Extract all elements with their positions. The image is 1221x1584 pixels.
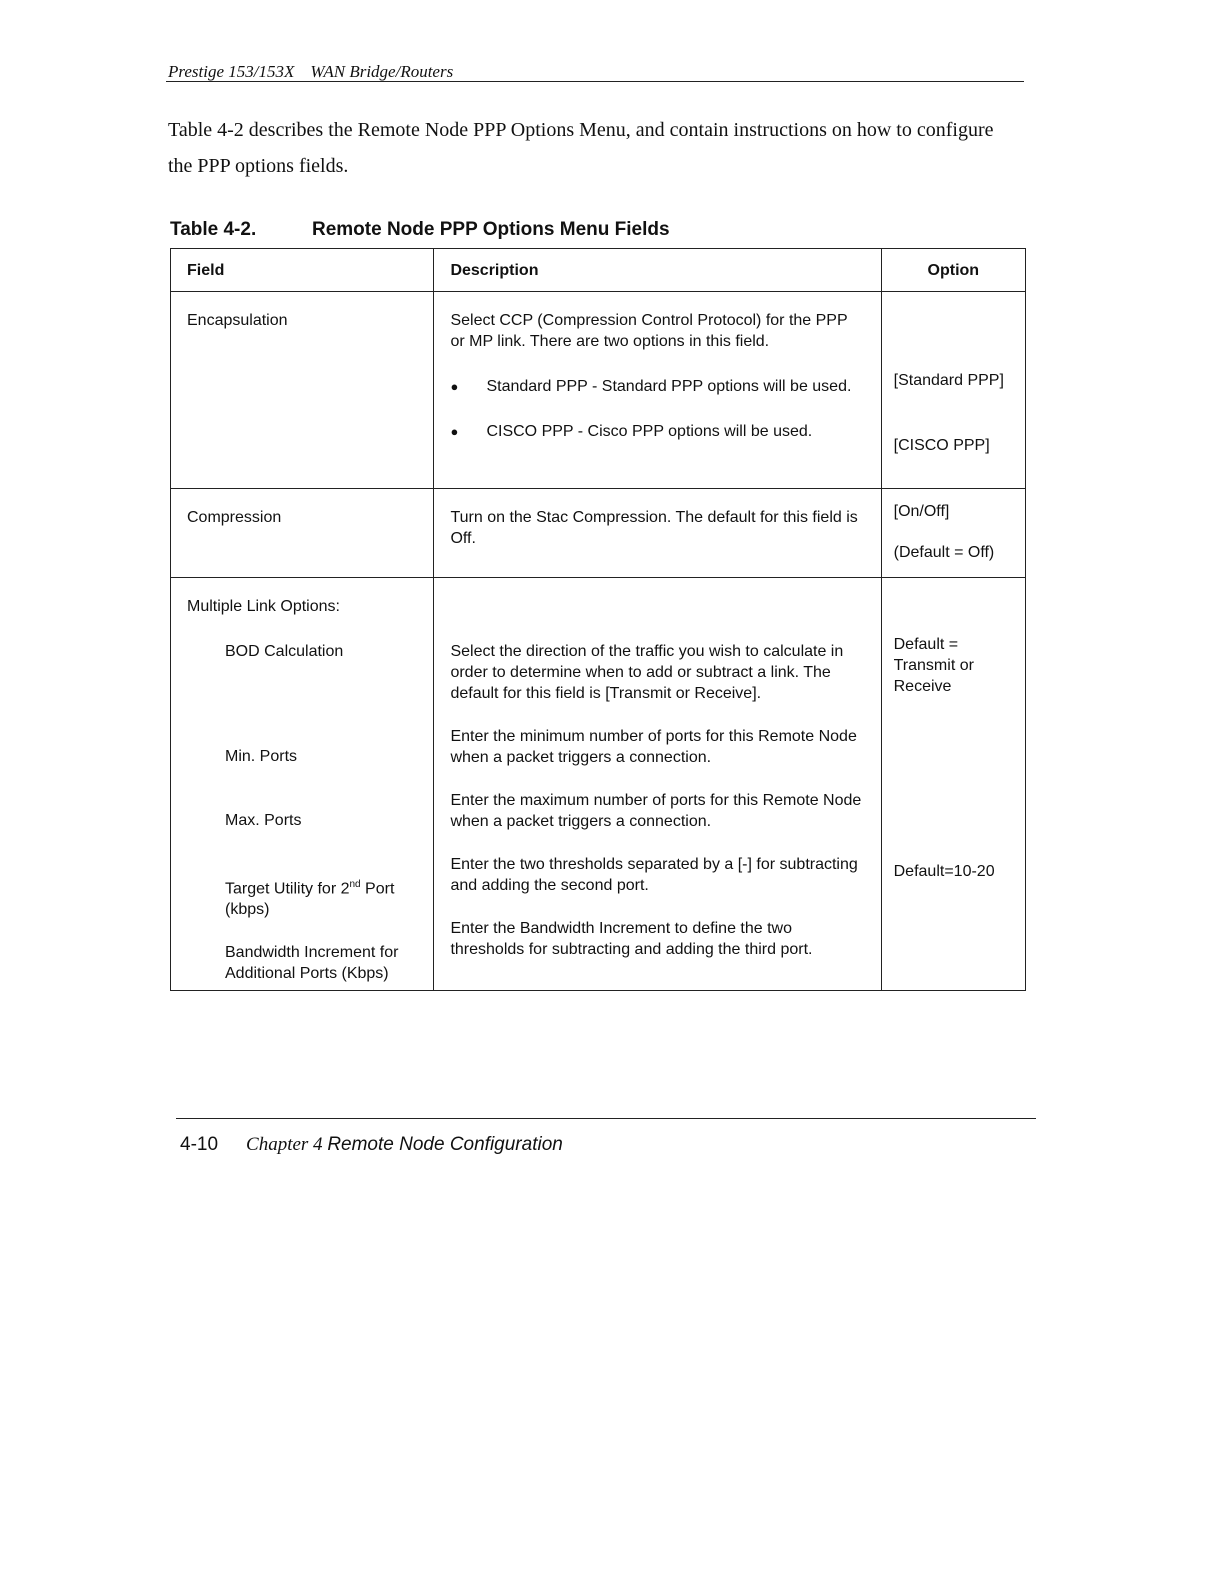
compression-field: Compression xyxy=(171,489,434,578)
compression-option xyxy=(881,489,1025,578)
intro-paragraph: Table 4-2 describes the Remote Node PPP Options Menu, and contain instructions on how to configure the PPP options fields. xyxy=(168,119,994,177)
option-cisco-ppp: [CISCO PPP] xyxy=(893,437,990,454)
target-field-sup: nd xyxy=(349,879,361,890)
caption-number: Table 4-2. xyxy=(170,219,257,240)
footer-title: Remote Node Configuration xyxy=(327,1134,563,1155)
target-utility-option: Default=10-20 xyxy=(893,863,995,880)
bandwidth-increment-desc: Enter the Bandwidth Increment to define the two thresholds for subtracting and adding the third port. xyxy=(450,920,813,958)
table-caption xyxy=(170,219,670,241)
multilink-option xyxy=(881,578,1025,991)
running-header xyxy=(168,62,469,82)
option-default-off: (Default = Off) xyxy=(893,544,995,561)
bandwidth-increment-field: Bandwidth Increment for Additional Ports (Kbps) xyxy=(225,944,399,983)
bod-calculation-desc: Select the direction of the traffic you wish to calculate in order to determine when to add or subtract a link. The default for this field is [Transmit or Receive]. xyxy=(450,643,844,702)
footer-rule xyxy=(176,1118,1036,1119)
table-header-row xyxy=(171,249,1026,292)
bullet-cisco-ppp: ● CISCO PPP - Cisco PPP options will be used. xyxy=(450,421,864,442)
encapsulation-description xyxy=(434,292,881,489)
header-product: Prestige 153/153X xyxy=(168,62,295,81)
encapsulation-field: Encapsulation xyxy=(171,292,434,489)
target-field-text-b: Port (kbps) xyxy=(225,880,395,919)
table-row xyxy=(171,578,1026,991)
header-subtitle: WAN Bridge/Routers xyxy=(310,62,454,81)
target-field-text-a: Target Utility for 2 xyxy=(225,880,350,898)
target-utility-field xyxy=(187,874,417,920)
caption-title: Remote Node PPP Options Menu Fields xyxy=(312,219,670,240)
option-on-off: [On/Off] xyxy=(893,503,950,520)
max-ports-field: Max. Ports xyxy=(225,812,302,829)
footer-chapter: Chapter 4 xyxy=(246,1134,323,1155)
bod-option-line-3: Receive xyxy=(893,678,952,695)
page-footer xyxy=(180,1134,563,1156)
min-ports-field: Min. Ports xyxy=(225,748,298,765)
header-rule xyxy=(166,81,1024,82)
multilink-label: Multiple Link Options: xyxy=(187,598,340,615)
encapsulation-desc-text: Select CCP (Compression Control Protocol) for the PPP or MP link. There are two options in this field. xyxy=(450,312,848,350)
bod-option-line-2: Transmit or xyxy=(893,657,974,674)
table-row xyxy=(171,489,1026,578)
bod-calculation-field: BOD Calculation xyxy=(225,643,344,660)
header-field: Field xyxy=(171,249,434,292)
max-ports-desc: Enter the maximum number of ports for this Remote Node when a packet triggers a connection. xyxy=(450,792,862,830)
min-ports-desc: Enter the minimum number of ports for this Remote Node when a packet triggers a connection. xyxy=(450,728,857,766)
multilink-field xyxy=(171,578,434,991)
bullet-standard-ppp: ● Standard PPP - Standard PPP options will be used. xyxy=(450,376,864,397)
option-standard-ppp: [Standard PPP] xyxy=(893,372,1004,389)
bod-option-line-1: Default = xyxy=(893,636,959,653)
multilink-description xyxy=(434,578,881,991)
compression-description: Turn on the Stac Compression. The default for this field is Off. xyxy=(434,489,881,578)
encapsulation-option xyxy=(881,292,1025,489)
ppp-options-table xyxy=(170,248,1026,991)
header-description: Description xyxy=(434,249,881,292)
table-row xyxy=(171,292,1026,489)
page-number: 4-10 xyxy=(180,1134,219,1155)
header-option: Option xyxy=(881,249,1025,292)
target-utility-desc: Enter the two thresholds separated by a [-] for subtracting and adding the second port. xyxy=(450,856,858,894)
